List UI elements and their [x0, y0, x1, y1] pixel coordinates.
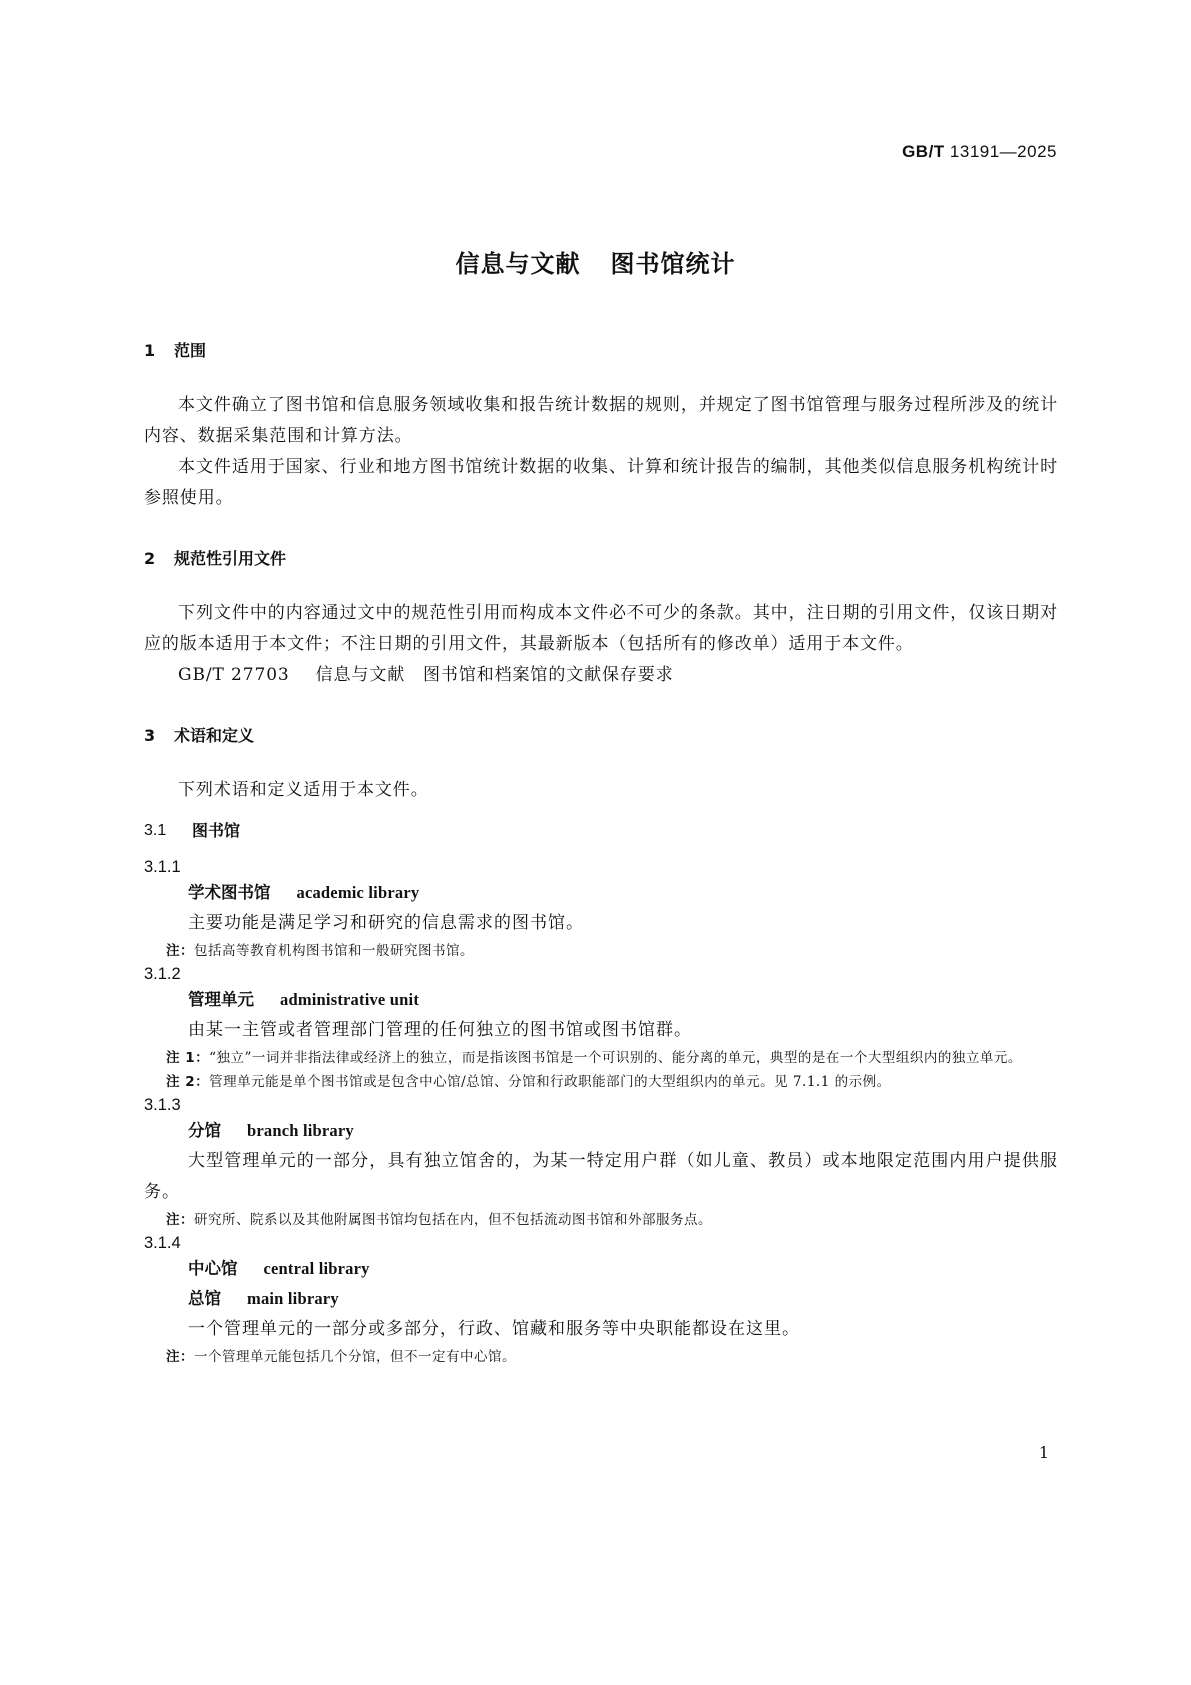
- term-number: 3.1.4: [144, 1234, 181, 1252]
- terms-intro-paragraph: 下列术语和定义适用于本文件。: [178, 780, 429, 800]
- section-title: 范围: [174, 341, 207, 360]
- term-heading: [144, 1254, 1058, 1284]
- section-number: 3.1: [144, 822, 167, 839]
- note-text: “独立”一词并非指法律或经济上的独立，而是指该图书馆是一个可识别的、能分离的单元，典型的是在一个大型组织内的独立单元。: [209, 1050, 1022, 1066]
- section-number: 2: [144, 549, 156, 568]
- page-number: 1: [1038, 1443, 1049, 1462]
- term-definition: 大型管理单元的一部分，具有独立馆舍的，为某一特定用户群（如儿童、教员）或本地限定范围内用户提供服务。: [144, 1151, 1058, 1202]
- reference-code: GB/T 27703: [178, 665, 290, 685]
- scope-paragraph-1: 本文件确立了图书馆和信息服务领域收集和报告统计数据的规则，并规定了图书馆管理与服务过程所涉及的统计内容、数据采集范围和计算方法。: [144, 395, 1058, 446]
- document-title-part1: 信息与文献: [455, 250, 581, 278]
- scope-paragraph-2: 本文件适用于国家、行业和地方图书馆统计数据的收集、计算和统计报告的编制，其他类似信息服务机构统计时参照使用。: [144, 457, 1058, 508]
- term-note: [144, 1208, 1058, 1232]
- reference-title: 信息与文献 图书馆和档案馆的文献保存要求: [315, 665, 674, 685]
- term-note: [144, 939, 1058, 963]
- section-title: 术语和定义: [174, 726, 255, 745]
- term-note-2: [144, 1070, 1058, 1094]
- section-2-heading: [144, 548, 1058, 570]
- reference-item: [144, 660, 1058, 691]
- term-heading: [144, 1116, 1058, 1146]
- term-english: administrative unit: [280, 990, 420, 1009]
- term-english: academic library: [296, 883, 420, 902]
- term-english: branch library: [247, 1121, 354, 1140]
- note-label: 注：: [166, 1212, 194, 1228]
- term-number: 3.1.2: [144, 965, 181, 983]
- note-label: 注：: [166, 943, 194, 959]
- section-3-heading: [144, 725, 1058, 747]
- term-chinese: 学术图书馆: [188, 883, 271, 902]
- term-chinese: 管理单元: [188, 990, 254, 1009]
- standard-code-prefix: GB/T: [902, 142, 945, 161]
- normative-references-paragraph: 下列文件中的内容通过文中的规范性引用而构成本文件必不可少的条款。其中，注日期的引用文件，仅该日期对应的版本适用于本文件；不注日期的引用文件，其最新版本（包括所有的修改单）适用于本文件。: [144, 603, 1058, 654]
- term-chinese: 总馆: [188, 1289, 221, 1308]
- standard-code: [902, 142, 1057, 162]
- document-body: [144, 340, 1058, 1369]
- term-note-1: [144, 1046, 1058, 1070]
- section-number: 1: [144, 341, 156, 360]
- document-title-part2: 图书馆统计: [610, 250, 736, 278]
- standard-code-number: 13191—2025: [949, 142, 1057, 161]
- note-label: 注 2：: [166, 1074, 210, 1090]
- term-chinese: 中心馆: [188, 1259, 238, 1278]
- note-text: 一个管理单元能包括几个分馆，但不一定有中心馆。: [194, 1349, 516, 1365]
- note-label: 注 1：: [166, 1050, 210, 1066]
- section-title: 图书馆: [192, 821, 241, 840]
- term-english: main library: [247, 1289, 339, 1308]
- term-definition: 主要功能是满足学习和研究的信息需求的图书馆。: [188, 913, 584, 933]
- section-3-1-heading: [144, 820, 1058, 842]
- term-definition: 由某一主管或者管理部门管理的任何独立的图书馆或图书馆群。: [188, 1020, 692, 1040]
- term-heading: [144, 985, 1058, 1015]
- note-text: 研究所、院系以及其他附属图书馆均包括在内，但不包括流动图书馆和外部服务点。: [194, 1212, 712, 1228]
- term-synonym-heading: [144, 1284, 1058, 1314]
- term-number: 3.1.1: [144, 858, 181, 876]
- section-1-heading: [144, 340, 1058, 362]
- term-definition: 一个管理单元的一部分或多部分，行政、馆藏和服务等中央职能都设在这里。: [188, 1319, 800, 1339]
- note-label: 注：: [166, 1349, 194, 1365]
- term-number: 3.1.3: [144, 1096, 181, 1114]
- section-number: 3: [144, 726, 156, 745]
- term-heading: [144, 878, 1058, 908]
- section-title: 规范性引用文件: [174, 549, 287, 568]
- term-english: central library: [263, 1259, 370, 1278]
- document-title: [0, 244, 1191, 279]
- term-chinese: 分馆: [188, 1121, 221, 1140]
- note-text: 包括高等教育机构图书馆和一般研究图书馆。: [194, 943, 474, 959]
- term-note: [144, 1345, 1058, 1369]
- note-text: 管理单元能是单个图书馆或是包含中心馆/总馆、分馆和行政职能部门的大型组织内的单元。见 7.1.1 的示例。: [209, 1074, 891, 1090]
